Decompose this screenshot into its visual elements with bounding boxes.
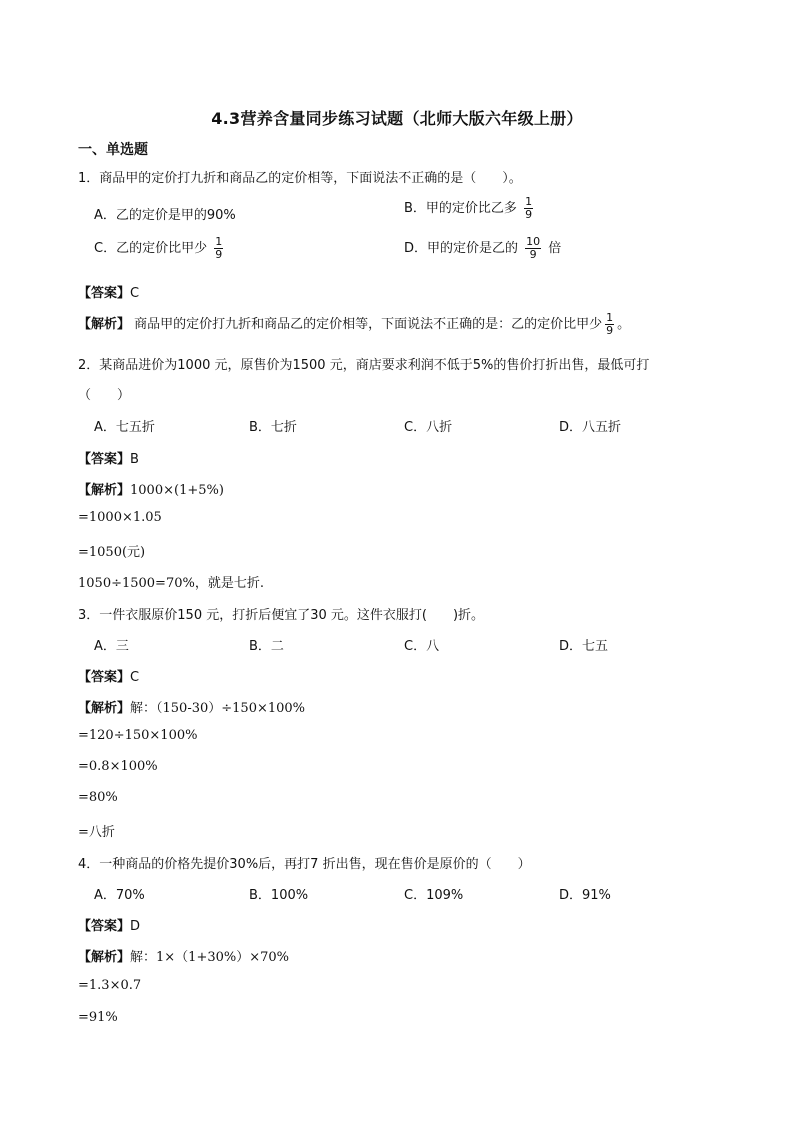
q3-stem: 3．一件衣服原价150 元，打折后便宜了30 元。这件衣服打( )折。 xyxy=(78,608,485,623)
q1-option-d-text: D．甲的定价是乙的 xyxy=(404,241,519,256)
q2-option-d: D．八五折 xyxy=(559,420,622,435)
q2-step-3: =1050(元) xyxy=(78,545,146,560)
q4-option-a: A．70% xyxy=(94,888,145,903)
q4-option-c: C．109% xyxy=(404,888,464,903)
q2-answer-value: B xyxy=(130,452,139,467)
q3-step-4: =80% xyxy=(78,790,118,805)
fraction-denominator: 9 xyxy=(606,324,614,337)
q2-step-1: 1000×(1+5%) xyxy=(130,483,224,498)
q4-answer xyxy=(78,915,140,934)
fraction-numerator: 10 xyxy=(526,235,541,248)
q1-option-d xyxy=(404,236,561,261)
q2-answer xyxy=(78,448,139,467)
q2-step-4: 1050÷1500=70%，就是七折. xyxy=(78,576,264,591)
analysis-tag: 【解析】 xyxy=(78,483,131,498)
q4-analysis xyxy=(78,946,289,965)
q4-option-b: B．100% xyxy=(249,888,309,903)
q3-step-5: =八折 xyxy=(78,825,115,840)
q4-option-d: D．91% xyxy=(559,888,611,903)
q2-option-a: A．七五折 xyxy=(94,420,155,435)
q3-step-1: 解：（150-30）÷150×100% xyxy=(130,701,306,716)
fraction-numerator: 1 xyxy=(215,235,223,248)
q1-answer-value: C xyxy=(130,286,140,301)
section-heading: 一、单选题 xyxy=(78,142,148,158)
q1-analysis-end: 。 xyxy=(617,317,631,332)
q3-answer xyxy=(78,666,139,685)
q2-stem-line1: 2．某商品进价为1000 元，原售价为1500 元，商店要求利润不低于5%的售价打折出售，最低可打 xyxy=(78,358,650,373)
q1-option-c-text: C．乙的定价比甲少 xyxy=(94,241,208,256)
q3-step-3: =0.8×100% xyxy=(78,759,158,774)
q3-option-a: A．三 xyxy=(94,639,129,654)
q1-stem: 1．商品甲的定价打九折和商品乙的定价相等，下面说法不正确的是（ ）。 xyxy=(78,171,522,186)
q3-answer-value: C xyxy=(130,670,140,685)
q1-option-d-suffix: 倍 xyxy=(548,241,562,256)
answer-tag: 【答案】 xyxy=(78,670,131,685)
q1-option-b-fraction xyxy=(524,196,533,221)
q4-step-1: 解：1×（1+30%）×70% xyxy=(130,950,290,965)
q2-analysis xyxy=(78,479,224,498)
q1-option-c-fraction xyxy=(214,236,223,261)
q4-stem: 4．一种商品的价格先提价30%后，再打7 折出售，现在售价是原价的（ ） xyxy=(78,857,531,872)
q1-analysis-text: 商品甲的定价打九折和商品乙的定价相等，下面说法不正确的是：乙的定价比甲少 xyxy=(134,317,603,332)
answer-tag: 【答案】 xyxy=(78,919,131,934)
fraction-numerator: 1 xyxy=(525,195,533,208)
q4-step-2: =1.3×0.7 xyxy=(78,978,142,993)
q2-stem-line2: （ ） xyxy=(78,388,131,403)
q1-option-c xyxy=(94,236,226,261)
q3-option-b: B．二 xyxy=(249,639,284,654)
q3-step-2: =120÷150×100% xyxy=(78,728,198,743)
q3-analysis xyxy=(78,697,305,716)
analysis-tag: 【解析】 xyxy=(78,950,131,965)
fraction-denominator: 9 xyxy=(525,208,533,221)
analysis-tag: 【解析】 xyxy=(78,701,131,716)
q3-option-d: D．七五 xyxy=(559,639,609,654)
q4-answer-value: D xyxy=(130,919,141,934)
fraction-denominator: 9 xyxy=(525,248,541,261)
fraction-denominator: 9 xyxy=(215,248,223,261)
q1-analysis-fraction xyxy=(605,312,614,337)
q4-step-3: =91% xyxy=(78,1010,118,1025)
answer-tag: 【答案】 xyxy=(78,286,131,301)
page-title: 4.3营养含量同步练习试题（北师大版六年级上册） xyxy=(211,109,583,128)
q2-option-b: B．七折 xyxy=(249,420,297,435)
q1-option-b xyxy=(404,196,536,221)
q1-analysis xyxy=(78,312,630,337)
q1-answer xyxy=(78,282,139,301)
fraction-numerator: 1 xyxy=(606,311,614,324)
q1-option-b-text: B．甲的定价比乙多 xyxy=(404,201,517,216)
q1-option-d-fraction xyxy=(525,236,541,261)
analysis-tag: 【解析】 xyxy=(78,317,131,332)
q1-option-a: A．乙的定价是甲的90% xyxy=(94,208,236,223)
q2-step-2: =1000×1.05 xyxy=(78,510,162,525)
answer-tag: 【答案】 xyxy=(78,452,131,467)
q3-option-c: C．八 xyxy=(404,639,440,654)
q2-option-c: C．八折 xyxy=(404,420,453,435)
